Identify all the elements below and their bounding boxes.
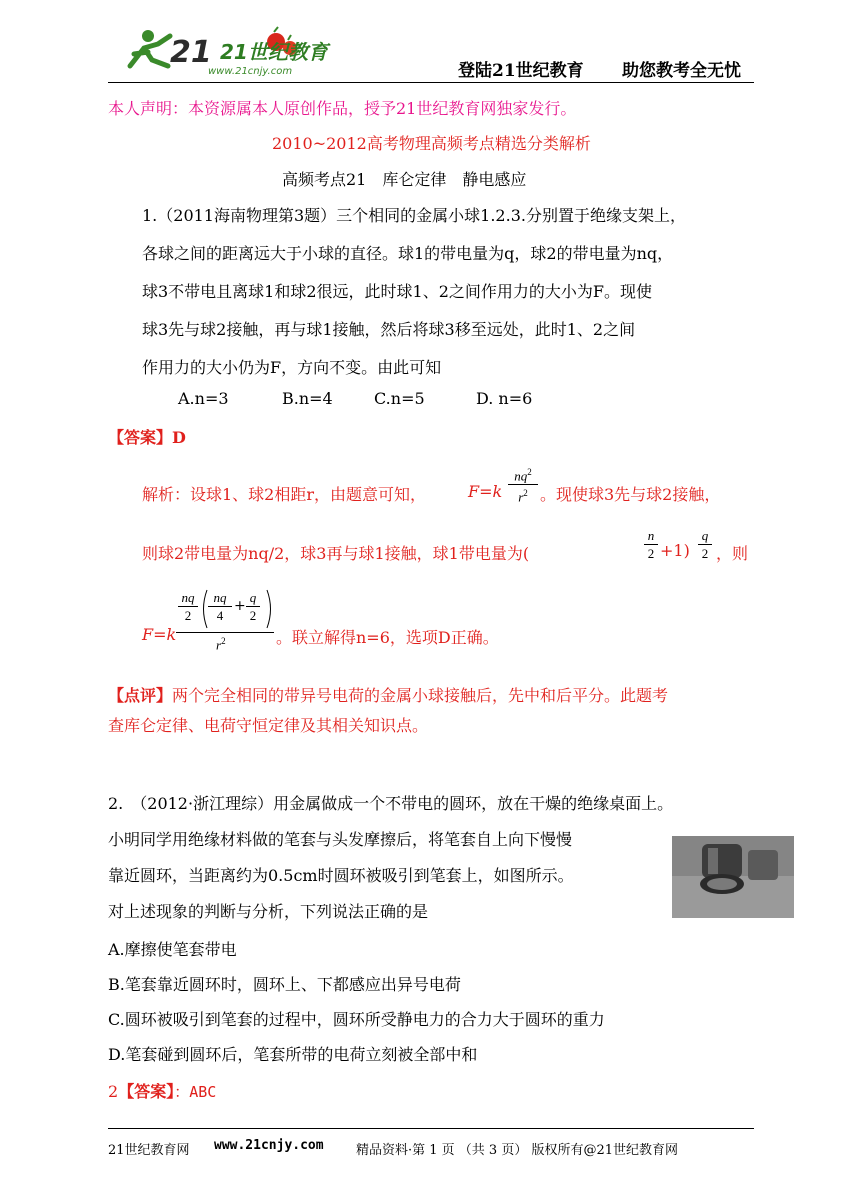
q1-analysis-1a: 解析：设球1、球2相距r，由题意可知， <box>142 485 427 504</box>
q1-analysis-2c: ，则 <box>716 544 749 563</box>
frac-num: nq <box>514 468 528 484</box>
frac-den: 2 <box>701 546 709 561</box>
den-exp: 2 <box>221 636 226 646</box>
q1-analysis-2a: 则球2带电量为nq/2，球3再与球1接触，球1带电量为( <box>142 544 530 563</box>
fraction-nq-over-4 <box>208 590 232 623</box>
q1-option-c: C.n=5 <box>374 389 425 408</box>
q2-answer-value: ：ABC <box>174 1083 217 1101</box>
frac-den: r <box>518 489 524 505</box>
q1-line-4: 球3先与球2接触，再与球1接触，然后将球3移至远处，此时1、2之间 <box>142 320 636 339</box>
q1-analysis-2b: +1) <box>660 541 690 560</box>
frac-num: n <box>647 528 655 543</box>
q1-line-1: 1.（2011海南物理第3题）三个相同的金属小球1.2.3.分别置于绝缘支架上， <box>142 206 686 225</box>
frac-den: 2 <box>184 608 192 623</box>
section-title: 高频考点21 库仑定律 静电感应 <box>282 170 527 189</box>
fraction-big <box>176 588 276 658</box>
fraction-q-over-2 <box>698 528 712 561</box>
q1-answer: 【答案】D <box>108 428 186 447</box>
q1-option-a: A.n=3 <box>178 389 229 408</box>
header-slogan-left: 登陆21世纪教育 <box>458 61 584 81</box>
logo-url: www.21cnjy.com <box>208 66 293 77</box>
pen-cap-ring-photo <box>672 836 794 918</box>
svg-text:21: 21 <box>170 35 212 70</box>
main-fraction-den <box>216 636 226 653</box>
frac-num: q <box>701 528 709 543</box>
q1-line-2: 各球之间的距离远大于小球的直径。球1的带电量为q，球2的带电量为nq， <box>142 244 674 263</box>
frac-den: 2 <box>249 608 257 623</box>
frac-num-exp: 2 <box>527 467 532 477</box>
q1-line-3: 球3不带电且离球1和球2很远，此时球1、2之间作用力的大小为F。现使 <box>142 282 653 301</box>
q1-formula-fk-1: F=k <box>468 482 503 501</box>
header-rule <box>108 82 754 83</box>
footer-url[interactable]: www.21cnjy.com <box>214 1138 324 1153</box>
q2-option-b: B.笔套靠近圆环时，圆环上、下都感应出异号电荷 <box>108 975 461 994</box>
frac-den: 2 <box>647 546 655 561</box>
doc-title: 2010~2012高考物理高频考点精选分类解析 <box>272 134 591 153</box>
q1-option-b: B.n=4 <box>282 389 333 408</box>
header-slogan-right: 助您教考全无忧 <box>622 61 741 81</box>
q1-line-5: 作用力的大小仍为F，方向不变。由此可知 <box>142 358 442 377</box>
q2-answer <box>108 1079 216 1102</box>
q1-comment-line-2: 查库仑定律、电荷守恒定律及其相关知识点。 <box>108 716 429 735</box>
footer-info: 精品资料·第 1 页 （共 3 页） 版权所有@21世纪教育网 <box>356 1143 679 1158</box>
plus-sign: + <box>234 598 246 614</box>
q1-formula-fk-2: F=k <box>142 625 177 644</box>
frac-num: q <box>249 590 257 605</box>
main-fraction-bar <box>176 632 274 633</box>
frac-num: nq <box>213 590 227 605</box>
q2-answer-label: 【答案】 <box>118 1082 175 1101</box>
q1-analysis-1b: 。现使球3先与球2接触， <box>540 485 721 504</box>
fraction-nq2-over-r2 <box>508 465 538 505</box>
frac-num: nq <box>181 590 195 605</box>
q2-option-a: A.摩擦使笔套带电 <box>108 940 237 959</box>
footer-site: 21世纪教育网 <box>108 1143 190 1158</box>
site-logo <box>108 22 328 80</box>
q2-option-c: C.圆环被吸引到笔套的过程中，圆环所受静电力的合力大于圆环的重力 <box>108 1010 605 1029</box>
q2-line-3: 靠近圆环，当距离约为0.5cm时圆环被吸引到笔套上，如图所示。 <box>108 866 574 885</box>
q2-line-1: 2. （2012·浙江理综）用金属做成一个不带电的圆环，放在干燥的绝缘桌面上。 <box>108 794 674 813</box>
den-r: r <box>216 637 222 653</box>
comment-text-1: 两个完全相同的带异号电荷的金属小球接触后，先中和后平分。此题考 <box>172 686 669 705</box>
q2-answer-num: 2 <box>108 1082 119 1101</box>
comment-label: 【点评】 <box>108 686 173 705</box>
q2-line-2: 小明同学用绝缘材料做的笔套与头发摩擦后，将笔套自上向下慢慢 <box>108 830 573 849</box>
q2-line-4: 对上述现象的判断与分析，下列说法正确的是 <box>108 902 429 921</box>
fraction-n-over-2 <box>644 528 658 561</box>
q2-option-d: D.笔套碰到圆环后，笔套所带的电荷立刻被全部中和 <box>108 1045 478 1064</box>
q1-comment-line-1 <box>108 683 668 706</box>
logo-text: 21世纪教育 <box>220 40 328 64</box>
frac-den: 4 <box>216 608 224 623</box>
declaration: 本人声明：本资源属本人原创作品，授予21世纪教育网独家发行。 <box>108 99 577 118</box>
frac-den-exp: 2 <box>523 488 528 499</box>
fraction-nq-over-2 <box>178 590 198 623</box>
fraction-q-over-2-inner <box>246 590 260 623</box>
footer-rule <box>108 1128 754 1129</box>
q1-analysis-3: 。联立解得n=6，选项D正确。 <box>276 628 499 647</box>
q1-option-d: D. n=6 <box>476 389 533 408</box>
